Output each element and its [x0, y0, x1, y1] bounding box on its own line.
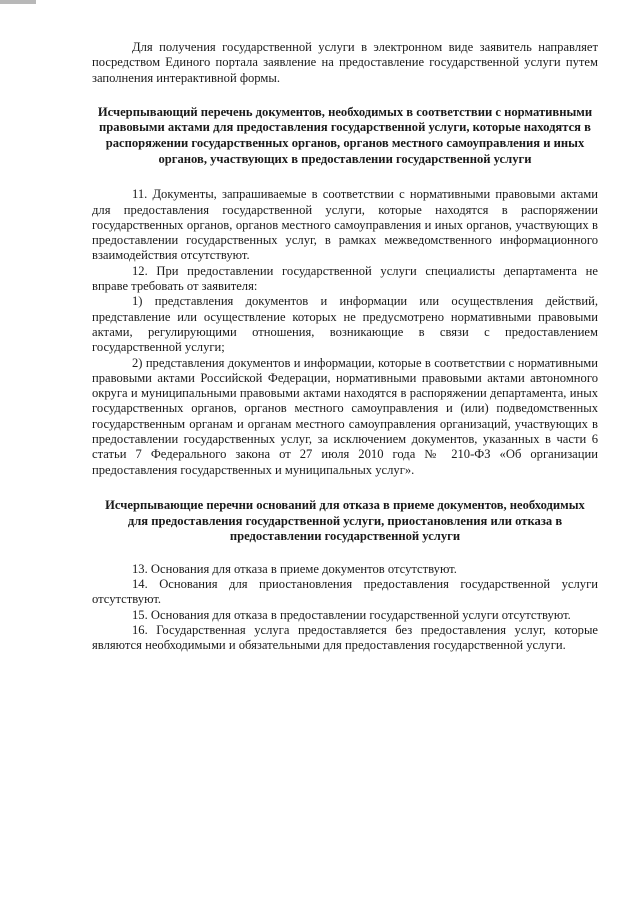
paragraph-item-16: 16. Государственная услуга предоставляется без предоставления услуг, которые являются необходимыми и обязательными для предоставления государственной услуги. [92, 622, 598, 653]
scan-edge-mark [0, 0, 36, 4]
section-heading-refusal-grounds: Исчерпывающие перечни оснований для отказа в приеме документов, необходимых для предоставления государственной услуги, приостановления или отказа в предоставлении государственной услуги [105, 497, 585, 544]
paragraph-item-13: 13. Основания для отказа в приеме документов отсутствуют. [132, 561, 457, 576]
paragraph-item-11: 11. Документы, запрашиваемые в соответствии с нормативными правовыми актами для предоставления государственной услуги, которые находятся в распоряжении государственных органов, органов местного самоуправления и иных органов, участвующих в предоставлении государственных услуг, в рамках межведомственного информационного взаимодействия отсутствуют. [92, 187, 598, 263]
section-heading-documents-list: Исчерпывающий перечень документов, необходимых в соответствии с нормативными правовыми актами для предоставления государственной услуги, которые находятся в распоряжении государственных органов, органов местного самоуправления и иных органов, участвующих в предоставлении государственной услуги [97, 104, 593, 166]
paragraph-item-12: 12. При предоставлении государственной услуги специалисты департамента не вправе требовать от заявителя: [92, 263, 598, 294]
paragraph-item-15: 15. Основания для отказа в предоставлении государственной услуги отсутствуют. [132, 607, 571, 622]
paragraph-item-12-2: 2) представления документов и информации, которые в соответствии с нормативными правовыми актами Российской Федерации, нормативными правовыми актами автономного округа и муниципальными правовыми актами находятся в распоряжении департамента, иных государственных органов, органов местного самоуправления и (или) подведомственных государственным органам и органам местного самоуправления организаций, участвующих в предоставлении государственных услуг, за исключением документов, указанных в части 6 статьи 7 Федерального закона от 27 июля 2010 года № 210-ФЗ «Об организации предоставления государственных и муниципальных услуг». [92, 355, 598, 477]
intro-paragraph: Для получения государственной услуги в электронном виде заявитель направляет посредством Единого портала заявление на предоставление государственной услуги путем заполнения интерактивной формы. [92, 40, 598, 85]
paragraph-item-14: 14. Основания для приостановления предоставления государственной услуги отсутствуют. [92, 576, 598, 607]
document-page [92, 40, 598, 653]
paragraph-item-12-1: 1) представления документов и информации или осуществления действий, представление или осуществление которых не предусмотрено нормативными правовыми актами, регулирующими отношения, возникающие в связи с предоставлением государственной услуги; [92, 294, 598, 355]
